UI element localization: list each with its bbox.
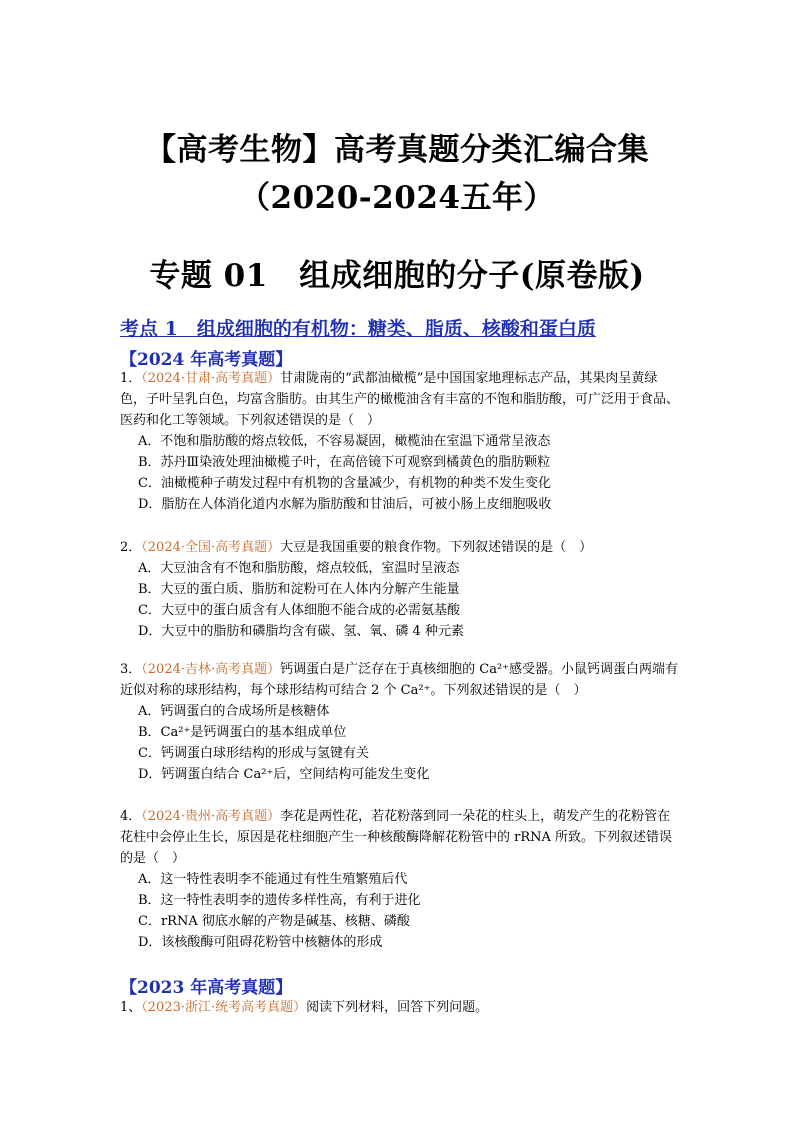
question-source: （2024·吉林·高考真题）: [141, 662, 281, 677]
question-source: （2024·贵州·高考真题）: [141, 809, 281, 824]
question-stem: 阅读下列材料，回答下列问题。: [306, 1000, 489, 1015]
topic-title: 专题 01 组成细胞的分子(原卷版): [149, 258, 645, 294]
question-3: [120, 659, 680, 701]
option-d: D．钙调蛋白结合 Ca²⁺后，空间结构可能发生变化: [138, 767, 430, 782]
document-title: 【高考生物】高考真题分类汇编合集: [145, 132, 649, 168]
question-source: （2024·全国·高考真题）: [141, 540, 281, 555]
option-d: D．脂肪在人体消化道内水解为脂肪酸和甘油后，可被小肠上皮细胞吸收: [138, 497, 552, 512]
question-number: 1．: [120, 371, 142, 386]
question-source: （2024·甘肃·高考真题）: [141, 371, 281, 386]
option-d: D．大豆中的脂肪和磷脂均含有碳、氢、氧、磷 4 种元素: [138, 624, 464, 639]
question-3-options: [138, 701, 698, 785]
question-number: 2．: [120, 540, 142, 555]
option-c: C．rRNA 彻底水解的产物是碱基、核糖、磷酸: [138, 914, 410, 929]
question-number: 4．: [120, 809, 142, 824]
question-number: 1、: [120, 1000, 142, 1015]
question-number: 3．: [120, 662, 142, 677]
option-a: A．钙调蛋白的合成场所是核糖体: [138, 704, 330, 719]
option-a: A．不饱和脂肪酸的熔点较低，不容易凝固，橄榄油在室温下通常呈液态: [138, 434, 551, 449]
question-1-options: [138, 431, 698, 515]
question-stem: 大豆是我国重要的粮食作物。下列叙述错误的是（ ）: [280, 540, 593, 555]
option-b: B．大豆的蛋白质、脂肪和淀粉可在人体内分解产生能量: [138, 582, 460, 597]
question-2023-1: [120, 997, 680, 1018]
question-4-options: [138, 869, 698, 953]
option-c: C．油橄榄种子萌发过程中有机物的含量减少，有机物的种类不发生变化: [138, 476, 551, 491]
year-heading-2023: 【2023 年高考真题】: [120, 978, 293, 998]
question-1: [120, 368, 680, 431]
question-source: （2023·浙江·统考高考真题）: [141, 1000, 307, 1015]
question-stem: 钙调蛋白是广泛存在于真核细胞的 Ca²⁺感受器。小鼠钙调蛋白两端有近似对称的球形结构，每个球形结构可结合 2 个 Ca²⁺。下列叙述错误的是（ ）: [120, 662, 679, 698]
question-stem: 甘肃陇南的“武都油橄榄”是中国国家地理标志产品，其果肉呈黄绿色，子叶呈乳白色，均富含脂肪。由其生产的橄榄油含有丰富的不饱和脂肪酸，可广泛用于食品、医药和化工等领域。下列叙述错误的是（ ）: [120, 371, 680, 428]
option-b: B．这一特性表明李的遗传多样性高，有利于进化: [138, 893, 421, 908]
option-b: B．苏丹Ⅲ染液处理油橄榄子叶，在高倍镜下可观察到橘黄色的脂肪颗粒: [138, 455, 551, 470]
question-2: [120, 537, 680, 558]
option-b: B．Ca²⁺是钙调蛋白的基本组成单位: [138, 725, 347, 740]
option-a: A．大豆油含有不饱和脂肪酸，熔点较低，室温时呈液态: [138, 561, 460, 576]
year-heading-2024: 【2024 年高考真题】: [120, 350, 293, 370]
section-heading: 考点 1 组成细胞的有机物：糖类、脂质、核酸和蛋白质: [120, 318, 596, 340]
question-4: [120, 806, 680, 869]
option-c: C．钙调蛋白球形结构的形成与氢键有关: [138, 746, 369, 761]
option-d: D．该核酸酶可阻碍花粉管中核糖体的形成: [138, 935, 383, 950]
option-c: C．大豆中的蛋白质含有人体细胞不能合成的必需氨基酸: [138, 603, 460, 618]
question-stem: 李花是两性花，若花粉落到同一朵花的柱头上，萌发产生的花粉管在花柱中会停止生长，原因是花柱细胞产生一种核酸酶降解花粉管中的 rRNA 所致。下列叙述错误的是（ ）: [120, 809, 673, 866]
question-2-options: [138, 558, 698, 642]
option-a: A．这一特性表明李不能通过有性生殖繁殖后代: [138, 872, 408, 887]
document-subtitle-years: （2020-2024五年）: [239, 180, 555, 216]
